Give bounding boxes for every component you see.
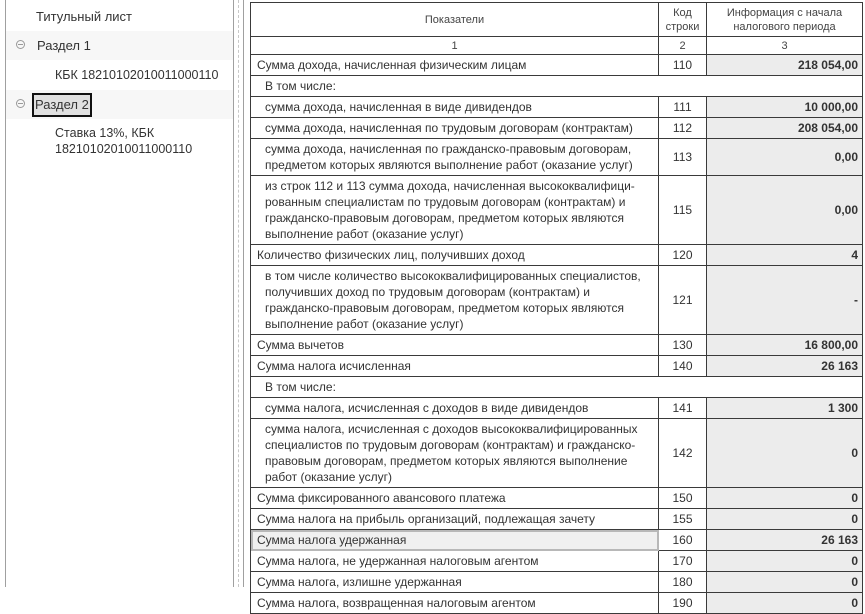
collapse-icon[interactable]	[16, 40, 25, 49]
column-number: 2	[659, 37, 707, 55]
header-info-l2: налогового периода	[733, 20, 836, 33]
sidebar-tree	[5, 0, 234, 587]
tree-item-section-1[interactable]	[6, 31, 233, 60]
row-value[interactable]: 0,00	[707, 139, 863, 176]
row-value[interactable]: 26 163	[707, 530, 863, 551]
row-label[interactable]: сумма дохода, начисленная по гражданско-правовым договорам, предметом которых являются выполнение работ (оказание услуг)	[251, 139, 659, 176]
row-code: 170	[659, 551, 707, 572]
row-value[interactable]: 218 054,00	[707, 55, 863, 76]
group-row	[251, 76, 863, 97]
header-line-code	[659, 3, 707, 37]
row-value[interactable]: 26 163	[707, 356, 863, 377]
row-label[interactable]: Сумма налога, возвращенная налоговым агентом	[251, 593, 659, 614]
row-code: 121	[659, 266, 707, 335]
row-value[interactable]: 0	[707, 593, 863, 614]
row-value[interactable]: 10 000,00	[707, 97, 863, 118]
header-line-code-l1: Код	[673, 6, 692, 19]
row-value[interactable]: 16 800,00	[707, 335, 863, 356]
row-value[interactable]: 0	[707, 572, 863, 593]
row-code: 115	[659, 176, 707, 245]
table-row	[251, 245, 863, 266]
panel-splitter[interactable]	[238, 0, 239, 587]
tree-item-label: Раздел 1	[37, 38, 91, 53]
tree-item-label: КБК 18210102010011000110	[55, 68, 219, 82]
table-row	[251, 551, 863, 572]
row-label[interactable]: Сумма вычетов	[251, 335, 659, 356]
row-code: 111	[659, 97, 707, 118]
tree-item-kbk[interactable]	[6, 60, 233, 90]
row-label[interactable]: сумма дохода, начисленная в виде дивидендов	[251, 97, 659, 118]
row-code: 180	[659, 572, 707, 593]
row-code: 155	[659, 509, 707, 530]
row-label[interactable]: Сумма налога исчисленная	[251, 356, 659, 377]
table-row	[251, 118, 863, 139]
row-label[interactable]: сумма налога, исчисленная с доходов высококвалифицированных специалистов по трудовым договорам (контрактам) и гражданско-правовым договорам, предметом которых являются выполнение работ (оказание услуг)	[251, 419, 659, 488]
table-row	[251, 509, 863, 530]
tree-item-label: Титульный лист	[36, 9, 133, 24]
row-value[interactable]: 0	[707, 509, 863, 530]
header-indicators: Показатели	[251, 3, 659, 37]
row-label[interactable]: Сумма налога удержанная	[251, 530, 659, 551]
table-row	[251, 572, 863, 593]
row-code: 141	[659, 398, 707, 419]
tree-item-label-line2: 18210102010011000110	[55, 142, 193, 156]
row-value[interactable]: 208 054,00	[707, 118, 863, 139]
row-code: 142	[659, 419, 707, 488]
row-code: 110	[659, 55, 707, 76]
row-label[interactable]: Сумма фиксированного авансового платежа	[251, 488, 659, 509]
row-label[interactable]: из строк 112 и 113 сумма дохода, начисленная высококвалифици-рованным специалистам по трудовым договорам (контрактам) и гражданско-правовым договорам, предметом которых являются выполнение работ (оказание услуг)	[251, 176, 659, 245]
table-row	[251, 176, 863, 245]
row-code: 190	[659, 593, 707, 614]
table-row	[251, 419, 863, 488]
report-table	[250, 2, 863, 614]
table-row	[251, 97, 863, 118]
header-info-l1: Информация с начала	[726, 6, 843, 19]
row-label[interactable]: Сумма дохода, начисленная физическим лицам	[251, 55, 659, 76]
row-value[interactable]: 1 300	[707, 398, 863, 419]
row-label[interactable]: Сумма налога, не удержанная налоговым агентом	[251, 551, 659, 572]
column-number: 3	[707, 37, 863, 55]
table-row	[251, 530, 863, 551]
table-row	[251, 266, 863, 335]
table-row	[251, 488, 863, 509]
table-row	[251, 139, 863, 176]
tree-item-label-selected: Раздел 2	[32, 93, 92, 117]
tree-item-section-2[interactable]	[6, 90, 233, 119]
row-code: 150	[659, 488, 707, 509]
table-row	[251, 398, 863, 419]
table-row	[251, 593, 863, 614]
row-value[interactable]: 0	[707, 419, 863, 488]
row-label[interactable]: Сумма налога, излишне удержанная	[251, 572, 659, 593]
row-code: 140	[659, 356, 707, 377]
tree-item-title-page[interactable]	[6, 0, 233, 31]
row-value[interactable]: 4	[707, 245, 863, 266]
table-row	[251, 335, 863, 356]
row-value[interactable]: 0	[707, 551, 863, 572]
row-value[interactable]: -	[707, 266, 863, 335]
table-row	[251, 356, 863, 377]
row-value[interactable]: 0	[707, 488, 863, 509]
tree-item-rate-kbk[interactable]	[6, 119, 233, 157]
row-code: 160	[659, 530, 707, 551]
row-code: 120	[659, 245, 707, 266]
group-label: В том числе:	[251, 76, 863, 97]
table-row	[251, 55, 863, 76]
column-number-row	[251, 37, 863, 55]
main-panel-border	[243, 0, 244, 587]
row-code: 130	[659, 335, 707, 356]
header-row	[251, 3, 863, 37]
group-row	[251, 377, 863, 398]
group-label: В том числе:	[251, 377, 863, 398]
column-number: 1	[251, 37, 659, 55]
row-value[interactable]: 0,00	[707, 176, 863, 245]
report-table-container	[250, 2, 862, 614]
header-line-code-l2: строки	[665, 20, 700, 33]
header-info	[707, 3, 863, 37]
row-label[interactable]: сумма налога, исчисленная с доходов в виде дивидендов	[251, 398, 659, 419]
row-code: 113	[659, 139, 707, 176]
tree-item-label-line1: Ставка 13%, КБК	[55, 126, 155, 140]
row-label[interactable]: Сумма налога на прибыль организаций, подлежащая зачету	[251, 509, 659, 530]
row-code: 112	[659, 118, 707, 139]
row-label[interactable]: Количество физических лиц, получивших доход	[251, 245, 659, 266]
collapse-icon[interactable]	[16, 99, 25, 108]
row-label[interactable]: в том числе количество высококвалифицированных специалистов, получивших доход по трудовым договорам (контрактам) и гражданско-правовым договорам, предметом которых являются выполнение работ (оказание услуг)	[251, 266, 659, 335]
row-label[interactable]: сумма дохода, начисленная по трудовым договорам (контрактам)	[251, 118, 659, 139]
